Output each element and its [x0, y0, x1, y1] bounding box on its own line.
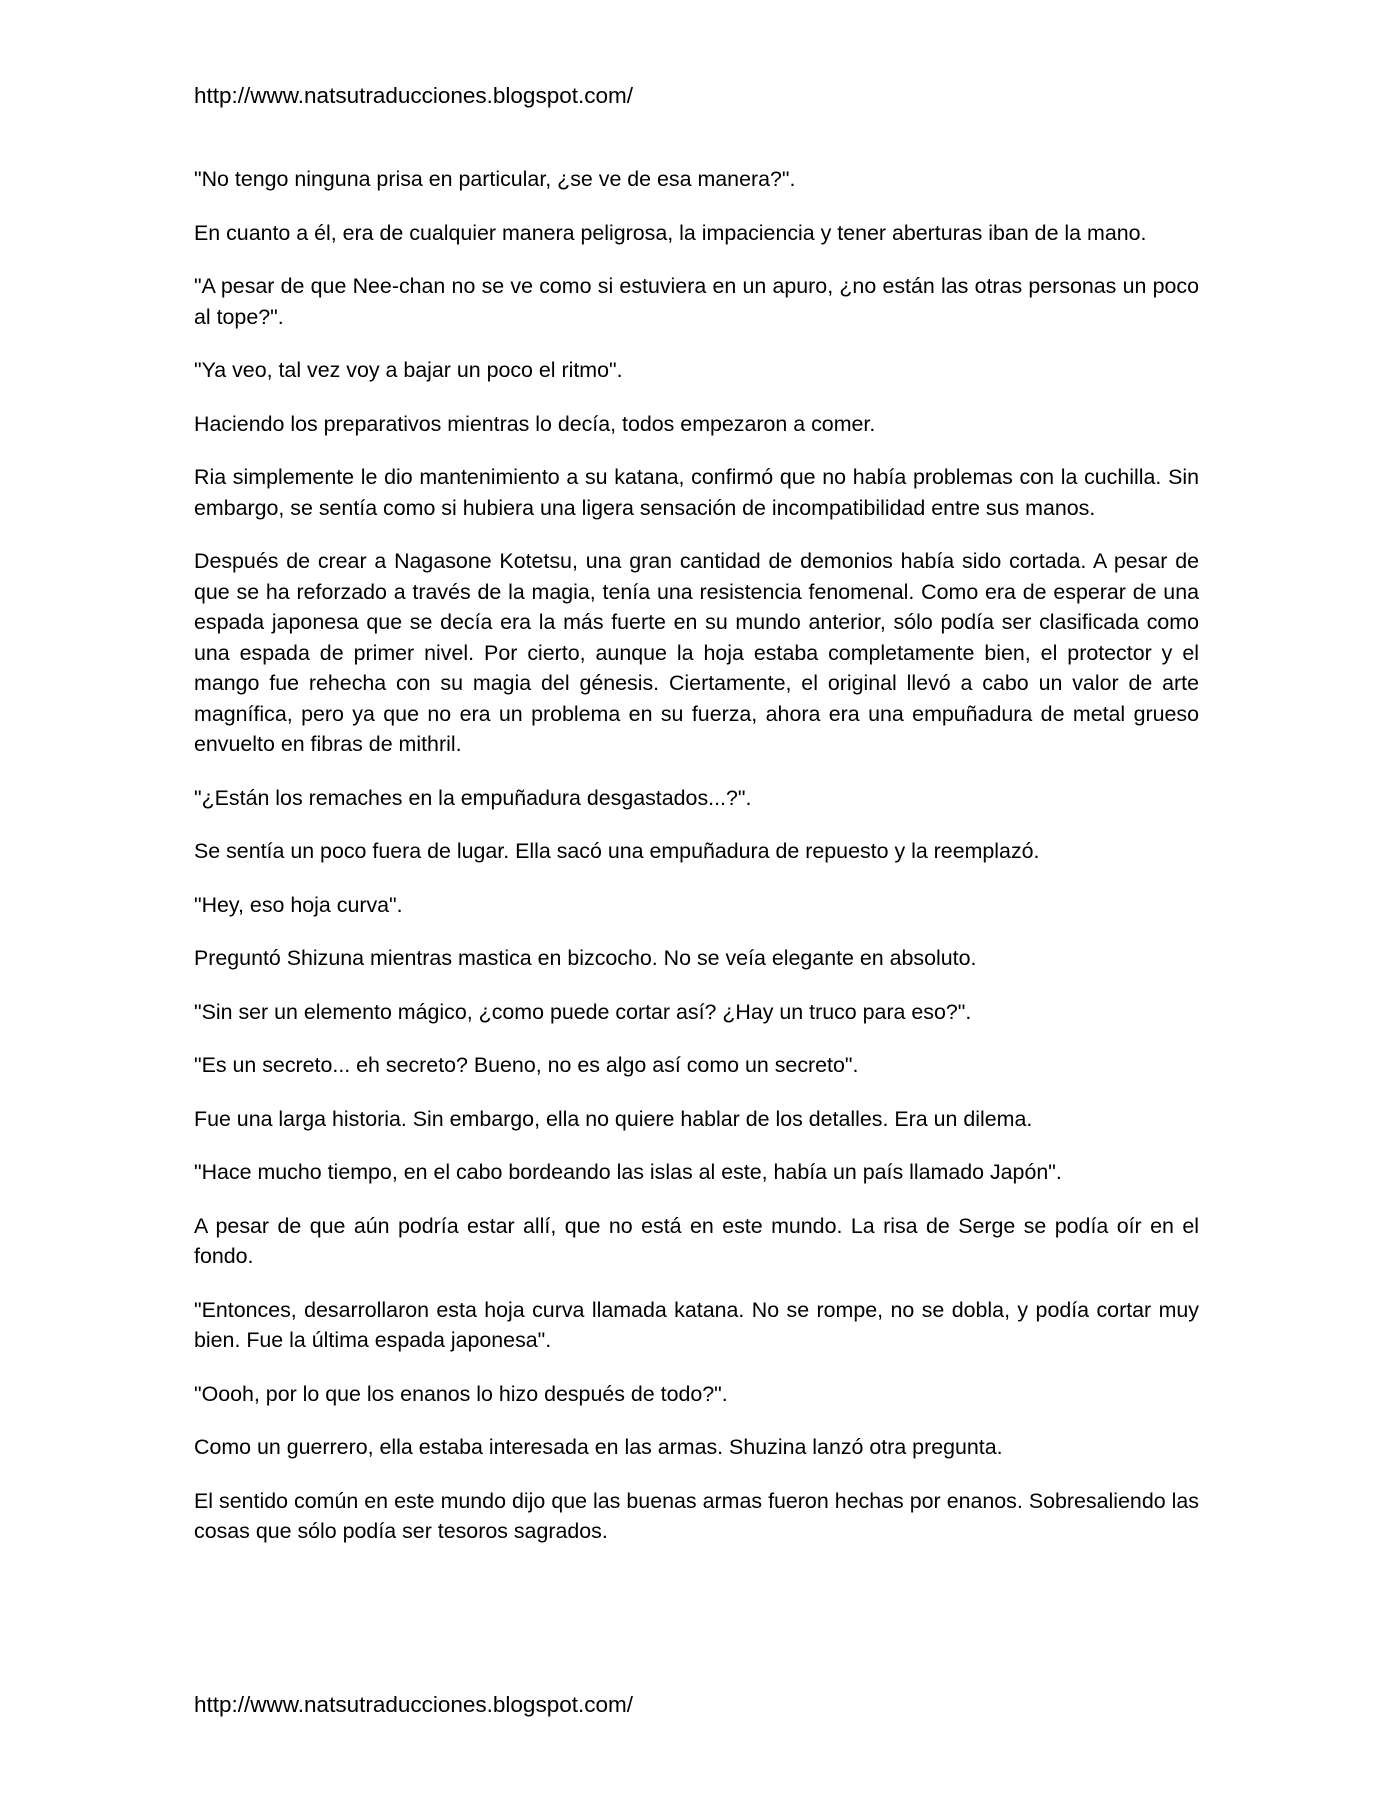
- paragraph: "¿Están los remaches en la empuñadura desgastados...?".: [194, 785, 752, 810]
- paragraph: "Sin ser un elemento mágico, ¿como puede cortar así? ¿Hay un truco para eso?".: [194, 999, 972, 1024]
- document-body: [194, 164, 1199, 1570]
- paragraph: El sentido común en este mundo dijo que las buenas armas fueron hechas por enanos. Sobresaliendo las cosas que sólo podía ser tesoros sagrados.: [194, 1488, 1199, 1543]
- paragraph: En cuanto a él, era de cualquier manera peligrosa, la impaciencia y tener aberturas iban de la mano.: [194, 220, 1147, 245]
- paragraph: Preguntó Shizuna mientras mastica en bizcocho. No se veía elegante en absoluto.: [194, 946, 977, 970]
- paragraph: "Entonces, desarrollaron esta hoja curva llamada katana. No se rompe, no se dobla, y podía cortar muy bien. Fue la última espada japonesa".: [194, 1297, 1199, 1352]
- paragraph: Como un guerrero, ella estaba interesada en las armas. Shuzina lanzó otra pregunta.: [194, 1435, 1003, 1459]
- paragraph: "Hey, eso hoja curva".: [194, 892, 403, 917]
- paragraph: "A pesar de que Nee-chan no se ve como si estuviera en un apuro, ¿no están las otras personas un poco al tope?".: [194, 274, 1199, 329]
- paragraph: Fue una larga historia. Sin embargo, ella no quiere hablar de los detalles. Era un dilema.: [194, 1106, 1033, 1131]
- paragraph: "Hace mucho tiempo, en el cabo bordeando las islas al este, había un país llamado Japón".: [194, 1160, 1062, 1184]
- paragraph: "No tengo ninguna prisa en particular, ¿se ve de esa manera?".: [194, 167, 796, 191]
- paragraph: Después de crear a Nagasone Kotetsu, una gran cantidad de demonios había sido cortada. A pesar de que se ha reforzado a través de la magia, tenía una resistencia fenomenal. Como era de esperar de una espada japonesa que se decía era la más fuerte en su mundo anterior, sólo podía ser clasificada como una espada de primer nivel. Por cierto, aunque la hoja estaba completamente bien, el protector y el mango fue rehecha con su magia del génesis. Ciertamente, el original llevó a cabo un valor de arte magnífica, pero ya que no era un problema en su fuerza, ahora era una empuñadura de metal grueso envuelto en fibras de mithril.: [194, 549, 1199, 756]
- paragraph: "Ya veo, tal vez voy a bajar un poco el ritmo".: [194, 358, 623, 382]
- paragraph: Haciendo los preparativos mientras lo decía, todos empezaron a comer.: [194, 411, 876, 436]
- paragraph: "Oooh, por lo que los enanos lo hizo después de todo?".: [194, 1381, 728, 1406]
- header-url: http://www.natsutraducciones.blogspot.com/: [194, 83, 633, 108]
- paragraph: Ria simplemente le dio mantenimiento a su katana, confirmó que no había problemas con la cuchilla. Sin embargo, se sentía como si hubiera una ligera sensación de incompatibilidad entre sus manos.: [194, 465, 1199, 520]
- paragraph: "Es un secreto... eh secreto? Bueno, no es algo así como un secreto".: [194, 1053, 859, 1077]
- paragraph: Se sentía un poco fuera de lugar. Ella sacó una empuñadura de repuesto y la reemplazó.: [194, 839, 1040, 863]
- footer-url: http://www.natsutraducciones.blogspot.com/: [194, 1692, 633, 1717]
- paragraph: A pesar de que aún podría estar allí, que no está en este mundo. La risa de Serge se podía oír en el fondo.: [194, 1213, 1199, 1268]
